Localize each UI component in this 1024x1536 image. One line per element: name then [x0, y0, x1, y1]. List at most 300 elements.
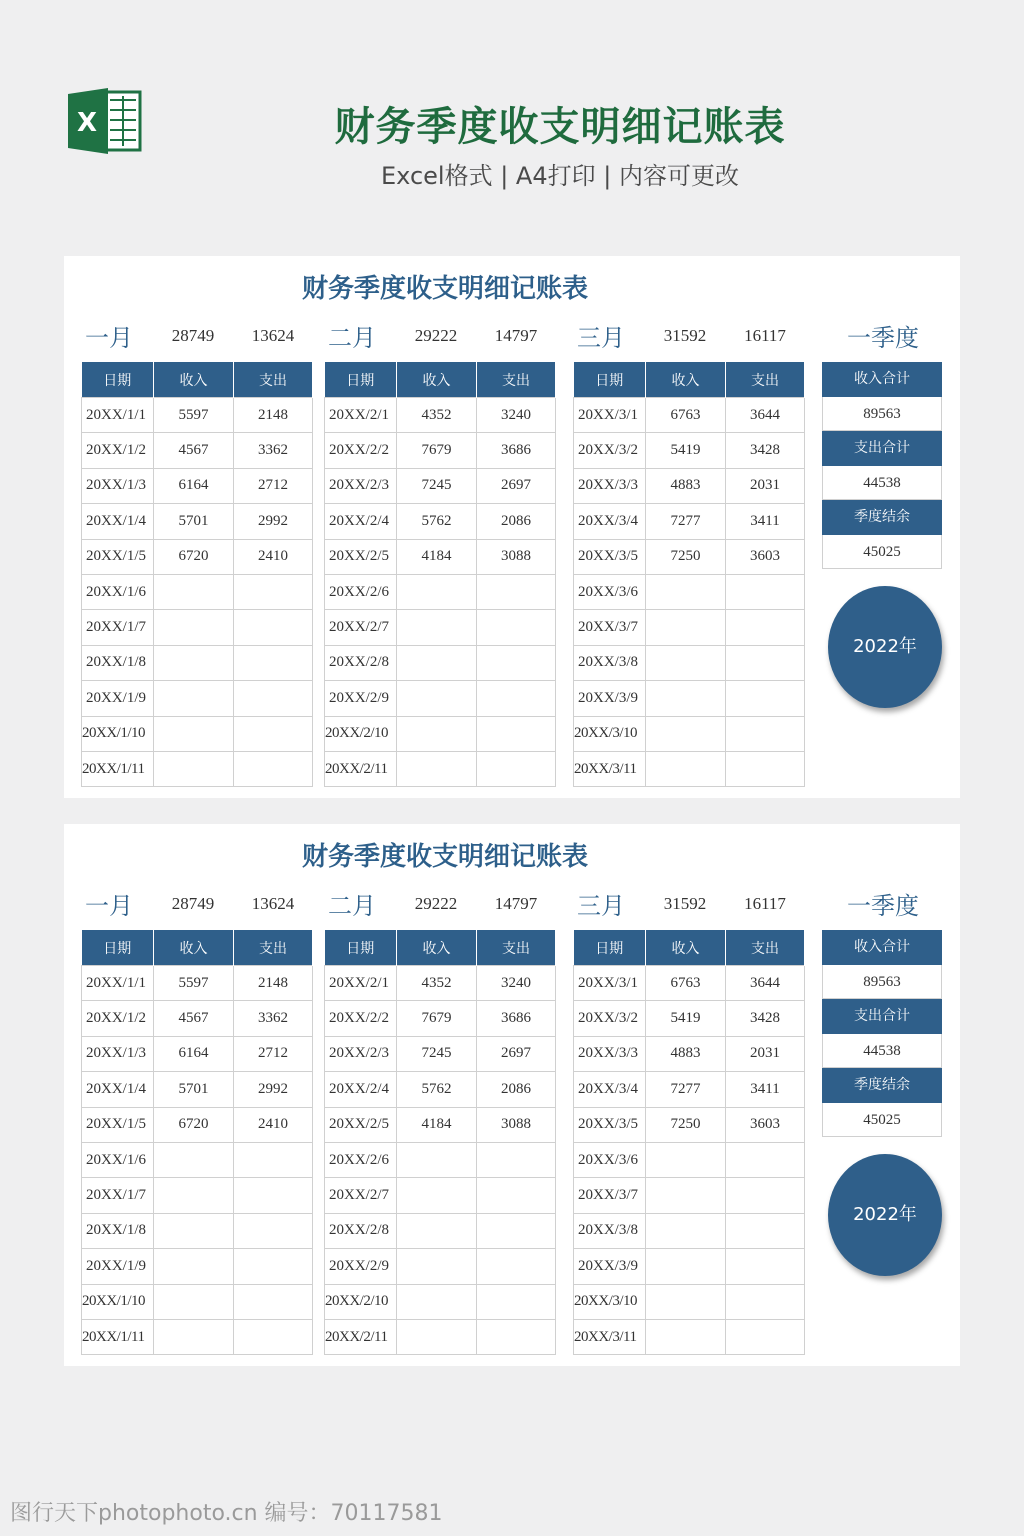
- expense-cell[interactable]: [726, 574, 805, 609]
- expense-cell[interactable]: 3411: [726, 1072, 805, 1107]
- column-header: 日期: [82, 930, 154, 966]
- date-cell[interactable]: 20XX/1/9: [82, 1249, 154, 1284]
- date-cell[interactable]: 20XX/3/9: [574, 681, 646, 716]
- income-cell[interactable]: 4883: [646, 468, 726, 503]
- date-cell[interactable]: 20XX/1/7: [82, 1178, 154, 1213]
- table-row: [574, 751, 805, 786]
- date-cell[interactable]: 20XX/1/8: [82, 645, 154, 680]
- table-row: [82, 966, 313, 1001]
- date-cell[interactable]: 20XX/2/5: [325, 1107, 397, 1142]
- expense-cell[interactable]: 3603: [726, 539, 805, 574]
- table-row: [325, 1036, 556, 1071]
- income-cell[interactable]: 6720: [154, 1107, 234, 1142]
- date-cell[interactable]: 20XX/2/9: [325, 1249, 397, 1284]
- date-cell[interactable]: 20XX/2/10: [325, 1284, 397, 1319]
- expense-cell[interactable]: [477, 751, 556, 786]
- date-cell[interactable]: 20XX/3/9: [574, 1249, 646, 1284]
- date-cell[interactable]: 20XX/2/4: [325, 1072, 397, 1107]
- column-header: 支出: [477, 930, 556, 966]
- income-cell[interactable]: 5701: [154, 504, 234, 539]
- year-badge: 2022年: [828, 586, 942, 708]
- date-cell[interactable]: 20XX/1/10: [82, 1284, 154, 1319]
- income-cell[interactable]: 5597: [154, 398, 234, 433]
- income-cell[interactable]: 6164: [154, 1036, 234, 1071]
- income-cell[interactable]: 6763: [646, 398, 726, 433]
- table-row: [325, 539, 556, 574]
- month-table: [573, 362, 805, 787]
- income-cell[interactable]: 5701: [154, 1072, 234, 1107]
- date-cell[interactable]: 20XX/2/9: [325, 681, 397, 716]
- table-row: [82, 1072, 313, 1107]
- column-header: 收入: [397, 362, 477, 398]
- date-cell[interactable]: 20XX/2/2: [325, 433, 397, 468]
- month-income-total: 29222: [414, 894, 458, 913]
- income-cell[interactable]: [154, 645, 234, 680]
- month-expense-total: 16117: [744, 894, 786, 913]
- income-cell[interactable]: 4883: [646, 1036, 726, 1071]
- table-row: [82, 468, 313, 503]
- expense-cell[interactable]: 3644: [726, 966, 805, 1001]
- expense-cell[interactable]: [234, 1213, 313, 1248]
- column-header: 日期: [574, 362, 646, 398]
- table-row: [82, 1001, 313, 1036]
- date-cell[interactable]: 20XX/1/7: [82, 610, 154, 645]
- income-cell[interactable]: [154, 574, 234, 609]
- expense-cell[interactable]: [726, 751, 805, 786]
- date-cell[interactable]: 20XX/1/10: [82, 716, 154, 751]
- income-cell[interactable]: [154, 751, 234, 786]
- date-cell[interactable]: 20XX/1/6: [82, 1142, 154, 1177]
- income-cell[interactable]: [397, 1319, 477, 1354]
- table-row: [82, 645, 313, 680]
- table-row: [574, 1072, 805, 1107]
- expense-cell[interactable]: 2712: [234, 1036, 313, 1071]
- month-summary-row: [573, 318, 813, 352]
- date-cell[interactable]: 20XX/1/5: [82, 1107, 154, 1142]
- date-cell[interactable]: 20XX/1/5: [82, 539, 154, 574]
- income-cell[interactable]: 4352: [397, 398, 477, 433]
- date-cell[interactable]: 20XX/3/2: [574, 433, 646, 468]
- month-income-total: 28749: [171, 894, 215, 913]
- date-cell[interactable]: 20XX/3/3: [574, 468, 646, 503]
- sheet-title: 财务季度收支明细记账表: [301, 842, 588, 872]
- income-cell[interactable]: [646, 1319, 726, 1354]
- income-cell[interactable]: [397, 1284, 477, 1319]
- table-row: [82, 751, 313, 786]
- income-total-label: 收入合计: [822, 362, 942, 397]
- expense-cell[interactable]: [477, 574, 556, 609]
- expense-cell[interactable]: [726, 1249, 805, 1284]
- column-header: 支出: [234, 362, 313, 398]
- income-cell[interactable]: [397, 574, 477, 609]
- table-row: [574, 398, 805, 433]
- quarter-label: 一季度: [847, 892, 919, 920]
- date-cell[interactable]: 20XX/2/11: [325, 1319, 397, 1354]
- expense-cell[interactable]: 3686: [477, 433, 556, 468]
- table-row: [325, 716, 556, 751]
- date-cell[interactable]: 20XX/2/6: [325, 1142, 397, 1177]
- month-name: 三月: [577, 324, 625, 352]
- expense-cell[interactable]: 3603: [726, 1107, 805, 1142]
- expense-cell[interactable]: [726, 1213, 805, 1248]
- sheet-title: 财务季度收支明细记账表: [301, 274, 588, 304]
- date-cell[interactable]: 20XX/2/3: [325, 468, 397, 503]
- expense-cell[interactable]: 2148: [234, 966, 313, 1001]
- table-row: [325, 1319, 556, 1354]
- expense-cell[interactable]: 2410: [234, 539, 313, 574]
- expense-cell[interactable]: [234, 1178, 313, 1213]
- income-cell[interactable]: [646, 645, 726, 680]
- quarter-label-row: [822, 886, 942, 920]
- expense-cell[interactable]: 2086: [477, 1072, 556, 1107]
- table-row: [325, 1213, 556, 1248]
- date-cell[interactable]: 20XX/1/1: [82, 966, 154, 1001]
- date-cell[interactable]: 20XX/1/4: [82, 1072, 154, 1107]
- table-row: [325, 1178, 556, 1213]
- income-cell[interactable]: 6763: [646, 966, 726, 1001]
- expense-cell[interactable]: 3644: [726, 398, 805, 433]
- expense-cell[interactable]: [726, 681, 805, 716]
- page-subtitle: Excel格式 | A4打印 | 内容可更改: [381, 162, 739, 190]
- table-row: [325, 1072, 556, 1107]
- income-cell[interactable]: 7679: [397, 433, 477, 468]
- expense-cell[interactable]: [477, 681, 556, 716]
- expense-cell[interactable]: 3428: [726, 1001, 805, 1036]
- income-cell[interactable]: 4567: [154, 1001, 234, 1036]
- income-cell[interactable]: [397, 716, 477, 751]
- expense-cell[interactable]: [477, 1178, 556, 1213]
- column-header: 收入: [397, 930, 477, 966]
- month-summary-row: [81, 318, 321, 352]
- expense-cell[interactable]: [234, 1284, 313, 1319]
- expense-cell[interactable]: 3240: [477, 966, 556, 1001]
- expense-cell[interactable]: [477, 1142, 556, 1177]
- date-cell[interactable]: 20XX/3/6: [574, 1142, 646, 1177]
- income-total-value[interactable]: 89563: [822, 965, 942, 999]
- expense-cell[interactable]: [234, 574, 313, 609]
- table-row: [574, 1213, 805, 1248]
- month-name: 一月: [85, 892, 133, 920]
- date-cell[interactable]: 20XX/1/11: [82, 1319, 154, 1354]
- date-cell[interactable]: 20XX/3/10: [574, 716, 646, 751]
- expense-cell[interactable]: [726, 645, 805, 680]
- income-cell[interactable]: [397, 1178, 477, 1213]
- expense-cell[interactable]: 3362: [234, 433, 313, 468]
- quarter-label-row: [822, 318, 942, 352]
- ledger-sheet: [64, 824, 960, 1366]
- expense-cell[interactable]: [234, 681, 313, 716]
- table-row: [574, 574, 805, 609]
- date-cell[interactable]: 20XX/2/1: [325, 398, 397, 433]
- income-cell[interactable]: [646, 751, 726, 786]
- expense-cell[interactable]: 3428: [726, 433, 805, 468]
- date-cell[interactable]: 20XX/2/7: [325, 610, 397, 645]
- income-cell[interactable]: [646, 716, 726, 751]
- income-cell[interactable]: 5762: [397, 504, 477, 539]
- expense-total-value[interactable]: 44538: [822, 1034, 942, 1068]
- balance-value[interactable]: 45025: [822, 1103, 942, 1137]
- expense-cell[interactable]: [477, 645, 556, 680]
- expense-cell[interactable]: [234, 1319, 313, 1354]
- date-cell[interactable]: 20XX/3/4: [574, 1072, 646, 1107]
- column-header: 日期: [82, 362, 154, 398]
- income-cell[interactable]: 4567: [154, 433, 234, 468]
- table-row: [325, 1249, 556, 1284]
- expense-total-value[interactable]: 44538: [822, 466, 942, 500]
- balance-label: 季度结余: [822, 500, 942, 535]
- income-cell[interactable]: 4184: [397, 1107, 477, 1142]
- date-cell[interactable]: 20XX/1/3: [82, 468, 154, 503]
- table-row: [82, 716, 313, 751]
- table-row: [325, 1107, 556, 1142]
- expense-cell[interactable]: 2992: [234, 1072, 313, 1107]
- date-cell[interactable]: 20XX/1/2: [82, 433, 154, 468]
- expense-total-label: 支出合计: [822, 431, 942, 466]
- expense-cell[interactable]: [234, 610, 313, 645]
- income-cell[interactable]: 5419: [646, 433, 726, 468]
- income-cell[interactable]: 7277: [646, 1072, 726, 1107]
- date-cell[interactable]: 20XX/3/11: [574, 751, 646, 786]
- date-cell[interactable]: 20XX/2/2: [325, 1001, 397, 1036]
- income-cell[interactable]: [646, 1142, 726, 1177]
- income-cell[interactable]: [397, 681, 477, 716]
- expense-cell[interactable]: 2410: [234, 1107, 313, 1142]
- month-table: [81, 930, 313, 1355]
- expense-cell[interactable]: [477, 1284, 556, 1319]
- date-cell[interactable]: 20XX/3/5: [574, 539, 646, 574]
- expense-cell[interactable]: 2697: [477, 1036, 556, 1071]
- expense-cell[interactable]: 2031: [726, 1036, 805, 1071]
- page-title: 财务季度收支明细记账表: [334, 104, 786, 150]
- column-header: 日期: [325, 362, 397, 398]
- table-row: [574, 468, 805, 503]
- date-cell[interactable]: 20XX/3/1: [574, 966, 646, 1001]
- expense-cell[interactable]: [726, 1178, 805, 1213]
- table-header-row: [325, 930, 556, 966]
- expense-cell[interactable]: [234, 645, 313, 680]
- date-cell[interactable]: 20XX/3/7: [574, 1178, 646, 1213]
- table-row: [325, 966, 556, 1001]
- date-cell[interactable]: 20XX/2/5: [325, 539, 397, 574]
- expense-cell[interactable]: [726, 1142, 805, 1177]
- excel-logo-letter: X: [76, 108, 98, 138]
- month-name: 二月: [328, 324, 376, 352]
- income-cell[interactable]: [397, 645, 477, 680]
- date-cell[interactable]: 20XX/1/9: [82, 681, 154, 716]
- balance-value[interactable]: 45025: [822, 535, 942, 569]
- balance-label: 季度结余: [822, 1068, 942, 1103]
- date-cell[interactable]: 20XX/3/3: [574, 1036, 646, 1071]
- income-cell[interactable]: [154, 1213, 234, 1248]
- income-cell[interactable]: [646, 1178, 726, 1213]
- date-cell[interactable]: 20XX/3/11: [574, 1319, 646, 1354]
- income-cell[interactable]: [646, 610, 726, 645]
- expense-cell[interactable]: 3411: [726, 504, 805, 539]
- month-table: [324, 930, 556, 1355]
- expense-total-label: 支出合计: [822, 999, 942, 1034]
- expense-cell[interactable]: [477, 1213, 556, 1248]
- expense-cell[interactable]: 2086: [477, 504, 556, 539]
- column-header: 收入: [154, 930, 234, 966]
- table-header-row: [325, 362, 556, 398]
- date-cell[interactable]: 20XX/3/6: [574, 574, 646, 609]
- income-total-value[interactable]: 89563: [822, 397, 942, 431]
- month-expense-total: 13624: [251, 326, 295, 345]
- income-cell[interactable]: [154, 610, 234, 645]
- date-cell[interactable]: 20XX/2/4: [325, 504, 397, 539]
- income-cell[interactable]: [397, 1213, 477, 1248]
- income-cell[interactable]: [646, 1249, 726, 1284]
- income-cell[interactable]: 7679: [397, 1001, 477, 1036]
- income-cell[interactable]: [154, 1249, 234, 1284]
- table-row: [574, 610, 805, 645]
- income-cell[interactable]: 7250: [646, 1107, 726, 1142]
- date-cell[interactable]: 20XX/2/8: [325, 1213, 397, 1248]
- month-table: [324, 362, 556, 787]
- date-cell[interactable]: 20XX/3/8: [574, 1213, 646, 1248]
- month-table: [573, 930, 805, 1355]
- column-header: 收入: [646, 362, 726, 398]
- income-cell[interactable]: 7277: [646, 504, 726, 539]
- date-cell[interactable]: 20XX/3/8: [574, 645, 646, 680]
- income-cell[interactable]: [646, 1284, 726, 1319]
- income-cell[interactable]: [154, 1142, 234, 1177]
- date-cell[interactable]: 20XX/3/10: [574, 1284, 646, 1319]
- table-row: [82, 574, 313, 609]
- expense-cell[interactable]: 3088: [477, 1107, 556, 1142]
- income-cell[interactable]: [397, 1249, 477, 1284]
- table-row: [574, 1107, 805, 1142]
- income-cell[interactable]: 5762: [397, 1072, 477, 1107]
- date-cell[interactable]: 20XX/2/7: [325, 1178, 397, 1213]
- year-badge: 2022年: [828, 1154, 942, 1276]
- income-cell[interactable]: 5597: [154, 966, 234, 1001]
- expense-cell[interactable]: [477, 1319, 556, 1354]
- income-cell[interactable]: [397, 751, 477, 786]
- table-header-row: [82, 930, 313, 966]
- expense-cell[interactable]: [726, 716, 805, 751]
- month-table: [81, 362, 313, 787]
- income-cell[interactable]: [646, 681, 726, 716]
- month-income-total: 29222: [414, 326, 458, 345]
- date-cell[interactable]: 20XX/1/6: [82, 574, 154, 609]
- month-expense-total: 14797: [494, 894, 538, 913]
- expense-cell[interactable]: 2992: [234, 504, 313, 539]
- income-cell[interactable]: [154, 1178, 234, 1213]
- income-cell[interactable]: [154, 1319, 234, 1354]
- date-cell[interactable]: 20XX/2/6: [325, 574, 397, 609]
- table-row: [325, 1001, 556, 1036]
- income-cell[interactable]: [646, 1213, 726, 1248]
- date-cell[interactable]: 20XX/1/4: [82, 504, 154, 539]
- date-cell[interactable]: 20XX/3/4: [574, 504, 646, 539]
- expense-cell[interactable]: [726, 610, 805, 645]
- date-cell[interactable]: 20XX/1/1: [82, 398, 154, 433]
- date-cell[interactable]: 20XX/2/1: [325, 966, 397, 1001]
- table-row: [82, 398, 313, 433]
- date-cell[interactable]: 20XX/2/8: [325, 645, 397, 680]
- income-cell[interactable]: [646, 574, 726, 609]
- date-cell[interactable]: 20XX/2/3: [325, 1036, 397, 1071]
- expense-cell[interactable]: 2712: [234, 468, 313, 503]
- expense-cell[interactable]: 2148: [234, 398, 313, 433]
- expense-cell[interactable]: 3362: [234, 1001, 313, 1036]
- expense-cell[interactable]: [234, 1249, 313, 1284]
- expense-cell[interactable]: [477, 1249, 556, 1284]
- table-row: [82, 504, 313, 539]
- table-row: [325, 468, 556, 503]
- income-cell[interactable]: 7245: [397, 468, 477, 503]
- income-cell[interactable]: [154, 716, 234, 751]
- column-header: 支出: [726, 930, 805, 966]
- expense-cell[interactable]: [726, 1284, 805, 1319]
- expense-cell[interactable]: [234, 751, 313, 786]
- expense-cell[interactable]: [234, 1142, 313, 1177]
- table-row: [574, 1001, 805, 1036]
- table-header-row: [574, 930, 805, 966]
- date-cell[interactable]: 20XX/3/2: [574, 1001, 646, 1036]
- date-cell[interactable]: 20XX/1/11: [82, 751, 154, 786]
- expense-cell[interactable]: 2697: [477, 468, 556, 503]
- table-row: [325, 504, 556, 539]
- income-cell[interactable]: 5419: [646, 1001, 726, 1036]
- income-cell[interactable]: 4352: [397, 966, 477, 1001]
- income-cell[interactable]: [397, 1142, 477, 1177]
- income-cell[interactable]: 4184: [397, 539, 477, 574]
- table-row: [574, 1178, 805, 1213]
- table-row: [82, 1142, 313, 1177]
- date-cell[interactable]: 20XX/1/2: [82, 1001, 154, 1036]
- date-cell[interactable]: 20XX/2/10: [325, 716, 397, 751]
- date-cell[interactable]: 20XX/3/7: [574, 610, 646, 645]
- table-header-row: [82, 362, 313, 398]
- table-row: [574, 504, 805, 539]
- expense-cell[interactable]: [726, 1319, 805, 1354]
- date-cell[interactable]: 20XX/1/3: [82, 1036, 154, 1071]
- month-summary-row: [324, 318, 564, 352]
- income-cell[interactable]: 7245: [397, 1036, 477, 1071]
- table-row: [574, 645, 805, 680]
- date-cell[interactable]: 20XX/3/5: [574, 1107, 646, 1142]
- quarter-summary: [822, 930, 942, 1137]
- month-expense-total: 16117: [744, 326, 786, 345]
- table-row: [325, 574, 556, 609]
- income-cell[interactable]: 7250: [646, 539, 726, 574]
- income-cell[interactable]: [154, 1284, 234, 1319]
- income-cell[interactable]: [154, 681, 234, 716]
- expense-cell[interactable]: 3686: [477, 1001, 556, 1036]
- month-summary-row: [573, 886, 813, 920]
- table-row: [574, 1036, 805, 1071]
- income-cell[interactable]: [397, 610, 477, 645]
- table-row: [574, 716, 805, 751]
- table-row: [325, 681, 556, 716]
- table-row: [82, 1036, 313, 1071]
- expense-cell[interactable]: 2031: [726, 468, 805, 503]
- month-expense-total: 14797: [494, 326, 538, 345]
- expense-cell[interactable]: [477, 610, 556, 645]
- expense-cell[interactable]: [477, 716, 556, 751]
- table-row: [574, 433, 805, 468]
- expense-cell[interactable]: 3240: [477, 398, 556, 433]
- income-cell[interactable]: 6164: [154, 468, 234, 503]
- date-cell[interactable]: 20XX/1/8: [82, 1213, 154, 1248]
- expense-cell[interactable]: [234, 716, 313, 751]
- income-cell[interactable]: 6720: [154, 539, 234, 574]
- date-cell[interactable]: 20XX/2/11: [325, 751, 397, 786]
- date-cell[interactable]: 20XX/3/1: [574, 398, 646, 433]
- expense-cell[interactable]: 3088: [477, 539, 556, 574]
